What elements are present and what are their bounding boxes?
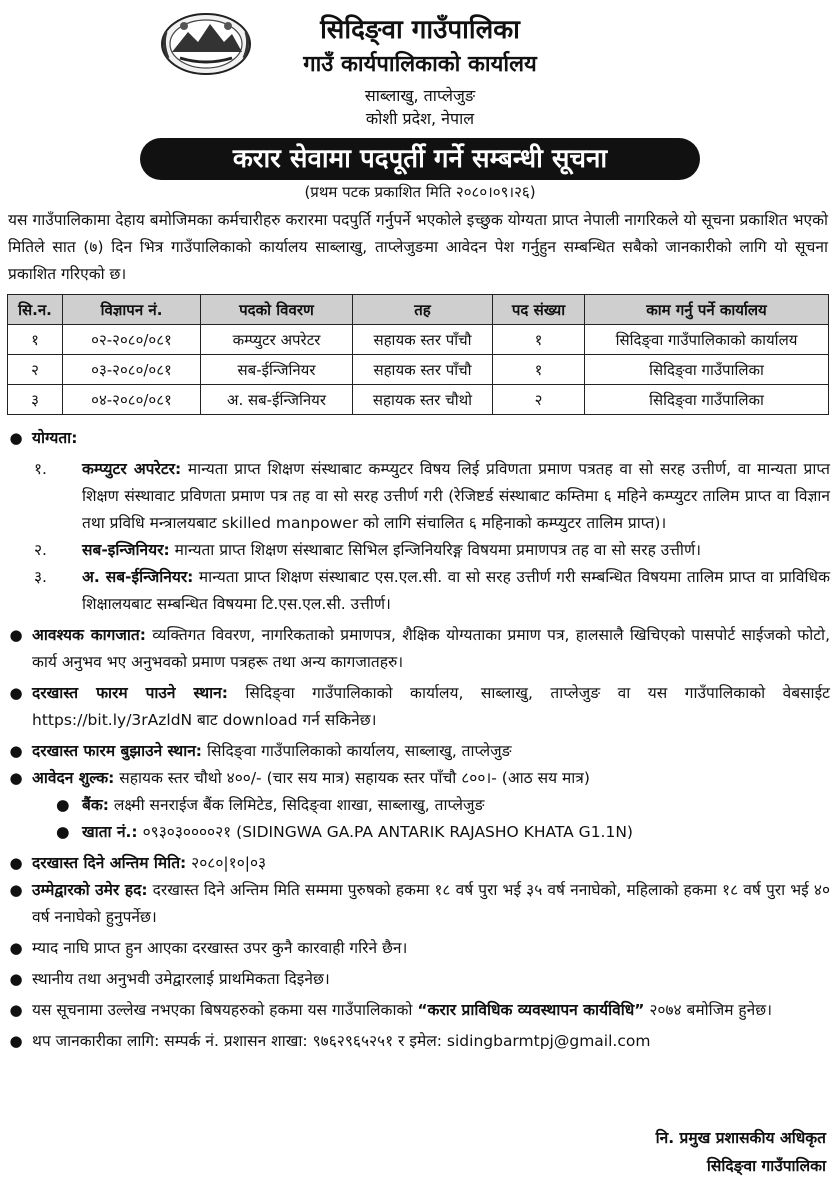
item-label: दरखास्त फारम पाउने स्थान:: [32, 684, 228, 702]
item-number: २.: [34, 541, 47, 559]
table-cell: ३: [8, 385, 63, 415]
bullet-icon: ●: [9, 970, 23, 988]
table-cell: सिदिङ्वा गाउँपालिका: [585, 355, 829, 385]
bullet-icon: ●: [9, 429, 23, 447]
signature-office: सिदिङ्वा गाउँपालिका: [706, 1157, 826, 1175]
bullet-icon: ●: [9, 939, 23, 957]
bullet-icon: ●: [9, 742, 23, 760]
bullet-icon: ●: [9, 684, 23, 702]
list-item: [8, 877, 830, 931]
list-item: [8, 564, 830, 618]
item-text: म्याद नाघि प्राप्त हुन आएका दरखास्त उपर कुनै कारवाही गरिने छैन।: [32, 939, 408, 957]
intro-paragraph: यस गाउँपालिकामा देहाय बमोजिमका कर्मचारीहरु करारमा पदपुर्ति गर्नुपर्ने भएकोले इच्छुक योग्यता प्राप्त नेपाली नागरिकले यो सूचना प्रकाशित भएको मितिले सात (७) दिन भित्र गाउँपालिकाको कार्यालय साब्लाखु, ताप्लेजुङमा आवेदन पेश गर्नुहुन सम्बन्धित सबैको जानकारीको लागि यो सूचना प्रकाशित गरिएको छ।: [8, 211, 828, 283]
list-item: [8, 425, 830, 452]
vacancy-table: [7, 294, 829, 415]
table-cell: सहायक स्तर पाँचौ: [353, 325, 493, 355]
item-number: १.: [34, 460, 47, 478]
table-cell: १: [493, 325, 585, 355]
bullet-icon: ●: [9, 769, 23, 787]
notice-body: [8, 425, 830, 1055]
item-text: लक्ष्मी सनराईज बैंक लिमिटेड, सिदिङ्वा शाखा, साब्लाखु, ताप्लेजुङ: [113, 796, 485, 814]
item-text: सिदिङ्वा गाउँपालिकाको कार्यालय, साब्लाखु, ताप्लेजुङ वा यस गाउँपालिकाको वेबसाईट https://bit.ly/3rAzldN बाट download गर्न सकिनेछ।: [32, 684, 830, 729]
list-item: [8, 819, 830, 846]
item-text: स्थानीय तथा अनुभवी उमेद्वारलाई प्राथमिकता दिइनेछ।: [32, 970, 330, 988]
list-item: [8, 792, 830, 819]
letterhead: [0, 0, 840, 135]
list-item: [8, 1028, 830, 1055]
table-cell: कम्प्युटर अपरेटर: [201, 325, 353, 355]
procedure-name: “करार प्राविधिक व्यवस्थापन कार्यविधि”: [417, 1001, 645, 1019]
table-header-row: [8, 295, 829, 325]
item-label: आवश्यक कागजात:: [32, 626, 146, 644]
list-item: [8, 456, 830, 537]
item-label: सब-इन्जिनियर:: [82, 541, 170, 559]
item-label: कम्प्युटर अपरेटर:: [82, 460, 182, 478]
item-label: दरखास्त फारम बुझाउने स्थान:: [32, 742, 203, 760]
item-text: दरखास्त दिने अन्तिम मिति सम्ममा पुरुषको हकमा १८ वर्ष पुरा भई ३५ वर्ष ननाघेको, महिलाको हकमा १८ वर्ष पुरा भई ४० वर्ष ननाघेको हुनुपर्नेछ।: [32, 881, 831, 926]
table-header: सि.न.: [8, 295, 63, 325]
table-cell: २: [8, 355, 63, 385]
item-text: २०७४ बमोजिम हुनेछ।: [649, 1001, 772, 1019]
list-item: [8, 738, 830, 765]
table-row: [8, 385, 829, 415]
bullet-icon: ●: [56, 823, 70, 841]
list-item: [8, 537, 830, 564]
bullet-icon: ●: [9, 1001, 23, 1019]
table-cell: सब-ईन्जिनियर: [201, 355, 353, 385]
table-cell: सहायक स्तर चौथो: [353, 385, 493, 415]
list-item: [8, 935, 830, 962]
list-item: [8, 966, 830, 993]
item-text: सहायक स्तर चौथो ४००/- (चार सय मात्र) सहायक स्तर पाँचौ ८००।- (आठ सय मात्र): [119, 769, 590, 787]
table-row: [8, 325, 829, 355]
list-item: [8, 680, 830, 734]
contact-text: थप जानकारीका लागि: सम्पर्क नं. प्रशासन शाखा: ९७६२९६५२५१ र इमेल: sidingbarmtpj@gmail.com: [32, 1032, 651, 1050]
table-row: [8, 355, 829, 385]
table-cell: १: [8, 325, 63, 355]
municipality-title: सिदिङ्वा गाउँपालिका: [320, 15, 520, 45]
qualification-label: योग्यता:: [32, 429, 78, 447]
item-text: २०८०|१०|०३: [191, 854, 267, 872]
list-item: [8, 622, 830, 676]
bullet-icon: ●: [9, 626, 23, 644]
item-text: सिदिङ्वा गाउँपालिकाको कार्यालय, साब्लाखु, ताप्लेजुङ: [206, 742, 512, 760]
address-line-1: साब्लाखु, ताप्लेजुङ: [364, 86, 476, 105]
item-label: अ. सब-ईन्जिनियर:: [82, 568, 194, 586]
list-item: [8, 997, 830, 1024]
table-cell: ०२-२०८०/०८१: [63, 325, 201, 355]
list-item: [8, 850, 830, 877]
office-title: गाउँ कार्यपालिकाको कार्यालय: [303, 52, 537, 77]
item-text: मान्यता प्राप्त शिक्षण संस्थाबाट कम्प्युटर विषय लिई प्रविणता प्रमाण पत्रतह वा सो सरह उत्तीर्ण, वा मान्यता प्राप्त शिक्षण संस्थावाट प्रविणता प्रमाण पत्र तह वा सो सरह उत्तीर्ण गरी (रेजिष्टर्ड संस्थाबाट कम्तिमा ६ महिने कम्प्युटर तालिम प्राप्त वा विज्ञान तथा प्रविधि मन्त्रालयबाट skilled manpower को लागि संचालित ६ महिनाको कम्प्युटर तालिम प्राप्त)।: [82, 460, 830, 532]
item-label: उम्मेद्वारको उमेर हद:: [32, 881, 148, 899]
table-cell: ०३-२०८०/०८१: [63, 355, 201, 385]
table-cell: सिदिङ्वा गाउँपालिका: [585, 385, 829, 415]
item-text: व्यक्तिगत विवरण, नागरिकताको प्रमाणपत्र, शैक्षिक योग्यताका प्रमाण पत्र, हालसालै खिचिएको पासपोर्ट साईजको फोटो, कार्य अनुभव भए अनुभवको प्रमाण पत्रहरू तथा अन्य कागजातहरु।: [32, 626, 831, 671]
table-header: पदको विवरण: [201, 295, 353, 325]
table-header: काम गर्नु पर्ने कार्यालय: [585, 295, 829, 325]
bullet-icon: ●: [9, 881, 23, 899]
table-header: पद संख्या: [493, 295, 585, 325]
signature-title: नि. प्रमुख प्रशासकीय अधिकृत: [655, 1129, 826, 1147]
item-text: मान्यता प्राप्त शिक्षण संस्थाबाट सिभिल इन्जिनियरिङ्ग विषयमा प्रमाणपत्र तह वा सो सरह उत्तीर्ण।: [174, 541, 702, 559]
bullet-icon: ●: [9, 854, 23, 872]
item-label: आवेदन शुल्क:: [32, 769, 115, 787]
table-cell: अ. सब-ईन्जिनियर: [201, 385, 353, 415]
bullet-icon: ●: [9, 1032, 23, 1050]
item-label: बैंक:: [82, 796, 109, 814]
table-cell: ०४-२०८०/०८१: [63, 385, 201, 415]
table-cell: सहायक स्तर पाँचौ: [353, 355, 493, 385]
table-cell: १: [493, 355, 585, 385]
table-cell: २: [493, 385, 585, 415]
item-label: दरखास्त दिने अन्तिम मिति:: [32, 854, 187, 872]
table-header: विज्ञापन नं.: [63, 295, 201, 325]
item-text: यस सूचनामा उल्लेख नभएका बिषयहरुको हकमा यस गाउँपालिकाको: [32, 1001, 413, 1019]
table-header: तह: [353, 295, 493, 325]
table-cell: सिदिङ्वा गाउँपालिकाको कार्यालय: [585, 325, 829, 355]
item-text: ०९३०३००००२१ (SIDINGWA GA.PA ANTARIK RAJASHO KHATA G1.1N): [142, 823, 633, 841]
notice-heading: करार सेवामा पदपूर्ती गर्ने सम्बन्धी सूचना: [140, 138, 700, 180]
address-line-2: कोशी प्रदेश, नेपाल: [365, 109, 475, 128]
bullet-icon: ●: [56, 796, 70, 814]
item-label: खाता नं.:: [82, 823, 138, 841]
item-number: ३.: [34, 568, 47, 586]
published-date: (प्रथम पटक प्रकाशित मिति २०८०।०९।२६): [304, 183, 536, 201]
item-text: मान्यता प्राप्त शिक्षण संस्थाबाट एस.एल.सी. वा सो सरह उत्तीर्ण गरी सम्बन्धित विषयमा तालिम प्राप्त वा प्राविधिक शिक्षालयबाट सम्बन्धित विषयमा टि.एस.एल.सी. उत्तीर्ण।: [82, 568, 830, 613]
list-item: [8, 765, 830, 792]
